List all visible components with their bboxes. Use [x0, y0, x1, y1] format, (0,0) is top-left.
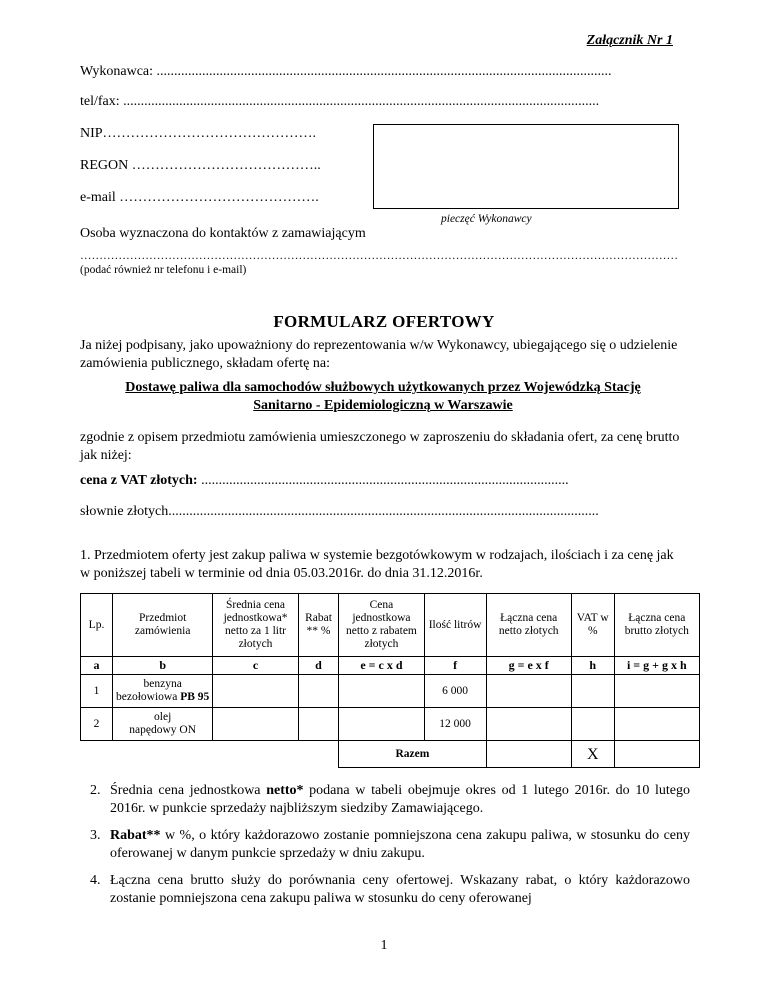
table-row — [81, 675, 700, 708]
point-2-pre: Średnia cena jednostkowa — [110, 783, 267, 798]
point-1-text: Przedmiotem oferty jest zakup paliwa w systemie bezgotówkowym w rodzajach, ilościach i za cenę jak w poniższej tabeli w terminie od dnia 05.03.2016r. do dnia 31.12.2016r. — [80, 548, 674, 581]
total-spacer — [81, 741, 339, 768]
row-item-line2: napędowy ON — [129, 724, 197, 736]
row-net-total[interactable] — [486, 708, 571, 741]
total-net[interactable] — [486, 741, 571, 768]
price-label: cena z VAT złotych: — [80, 473, 198, 488]
point-4 — [80, 872, 690, 908]
according-paragraph: zgodnie z opisem przedmiotu zamówienia umieszczonego w zaproszeniu do składania ofert, za cenę brutto jak niżej: — [80, 430, 680, 463]
table-letter-row — [81, 657, 700, 675]
stamp-box — [373, 124, 679, 209]
regon-field: REGON ………………………………….. — [80, 158, 321, 173]
point-3-text — [110, 827, 690, 863]
contact-person-label: Osoba wyznaczona do kontaktów z zamawiającym — [80, 226, 366, 241]
subject-line-1: Dostawę paliwa dla samochodów służbowych użytkowanych przez Wojewódzką Stację — [125, 380, 641, 395]
letter-d: d — [298, 657, 339, 675]
stamp-label: pieczęć Wykonawcy — [441, 213, 532, 225]
point-3-bold: Rabat** — [110, 828, 161, 843]
contact-note: (podać również nr telefonu i e-mail) — [80, 264, 247, 276]
row-vat[interactable] — [571, 708, 614, 741]
row-vat[interactable] — [571, 675, 614, 708]
letter-h: h — [571, 657, 614, 675]
nip-field: NIP………………………………………. — [80, 126, 317, 141]
row-lp: 1 — [81, 675, 113, 708]
total-gross[interactable] — [614, 741, 699, 768]
table-row — [81, 708, 700, 741]
total-label: Razem — [339, 741, 486, 768]
annex-label: Załącznik Nr 1 — [586, 33, 673, 48]
point-3-post: w %, o który każdorazowo zostanie pomniejszona cena zakupu paliwa, w stosunku do ceny oferowanej w danym punkcie sprzedaży w dniu zakupu. — [110, 828, 690, 861]
point-1 — [80, 547, 686, 583]
telfax-field: tel/fax: ........................................................................................................................................ — [80, 94, 600, 109]
col-header-quantity: Ilość litrów — [424, 594, 486, 657]
row-item-line2 — [115, 691, 210, 704]
intro-paragraph: Ja niżej podpisany, jako upoważniony do reprezentowania w/w Wykonawcy, ubiegającego się o udzielenie zamówienia publicznego, składam ofertę na: — [80, 338, 678, 371]
row-item — [113, 675, 213, 708]
row-discount[interactable] — [298, 675, 339, 708]
letter-f: f — [424, 657, 486, 675]
row-item — [113, 708, 213, 741]
point-2-number: 2. — [90, 783, 101, 798]
row-unit-price[interactable] — [339, 675, 424, 708]
point-1-number: 1. — [80, 548, 91, 563]
col-header-discount: Rabat ** % — [298, 594, 339, 657]
letter-b: b — [113, 657, 213, 675]
total-vat-x: X — [571, 741, 614, 768]
subject-heading — [80, 379, 686, 415]
row-avg-price[interactable] — [213, 708, 298, 741]
words-line: słownie złotych........................................................................................................................... — [80, 504, 599, 519]
letter-g: g = e x f — [486, 657, 571, 675]
letter-i: i = g + g x h — [614, 657, 699, 675]
col-header-net-total: Łączna cena netto złotych — [486, 594, 571, 657]
row-lp: 2 — [81, 708, 113, 741]
contractor-field: Wykonawca: .................................................................................................................................. — [80, 64, 612, 79]
row-item-line1: benzyna — [143, 678, 182, 690]
col-header-gross-total: Łączna cena brutto złotych — [614, 594, 699, 657]
row-gross-total[interactable] — [614, 675, 699, 708]
point-4-pre: Łączna cena brutto służy do porównania ceny ofertowej. Wskazany rabat, o który każdorazowo zostanie pomniejszona cena zakupu paliwa w stosunku do ceny oferowanej — [110, 873, 690, 906]
col-header-lp: Lp. — [81, 594, 113, 657]
contact-dotted-line: ………………………………………………………………………………………………………………………………………… — [80, 250, 678, 262]
offer-table — [80, 593, 700, 768]
point-2-text — [110, 782, 690, 818]
row-item-line2-text: bezołowiowa — [116, 691, 178, 703]
col-header-vat: VAT w % — [571, 594, 614, 657]
subject-line-2: Sanitarno - Epidemiologiczną w Warszawie — [253, 398, 513, 413]
row-gross-total[interactable] — [614, 708, 699, 741]
row-net-total[interactable] — [486, 675, 571, 708]
row-quantity: 6 000 — [424, 675, 486, 708]
row-item-bold: PB 95 — [180, 691, 210, 703]
point-2-post: podana w tabeli obejmuje okres od 1 lutego 2016r. do 10 lutego 2016r. w punkcie sprzedaży najbliższym siedziby Zamawiającego. — [110, 783, 690, 816]
letter-e: e = c x d — [339, 657, 424, 675]
row-discount[interactable] — [298, 708, 339, 741]
point-4-text — [110, 872, 690, 908]
table-total-row — [81, 741, 700, 768]
price-dots: ......................................................................................................... — [197, 473, 569, 488]
col-header-avg-price: Średnia cena jednostkowa* netto za 1 litr złotych — [213, 594, 298, 657]
letter-c: c — [213, 657, 298, 675]
point-3 — [80, 827, 690, 863]
page-number: 1 — [380, 938, 388, 953]
point-3-number: 3. — [90, 828, 101, 843]
row-quantity: 12 000 — [424, 708, 486, 741]
email-field: e-mail ……………………………………. — [80, 190, 319, 205]
row-item-line1: olej — [154, 711, 172, 723]
row-unit-price[interactable] — [339, 708, 424, 741]
col-header-item: Przedmiot zamówienia — [113, 594, 213, 657]
table-header-row — [81, 594, 700, 657]
point-2 — [80, 782, 690, 818]
point-4-number: 4. — [90, 873, 101, 888]
price-line — [80, 473, 569, 489]
row-avg-price[interactable] — [213, 675, 298, 708]
letter-a: a — [81, 657, 113, 675]
col-header-unit-price: Cena jednostkowa netto z rabatem złotych — [339, 594, 424, 657]
point-2-bold: netto* — [266, 783, 304, 798]
form-title: FORMULARZ OFERTOWY — [273, 312, 495, 331]
